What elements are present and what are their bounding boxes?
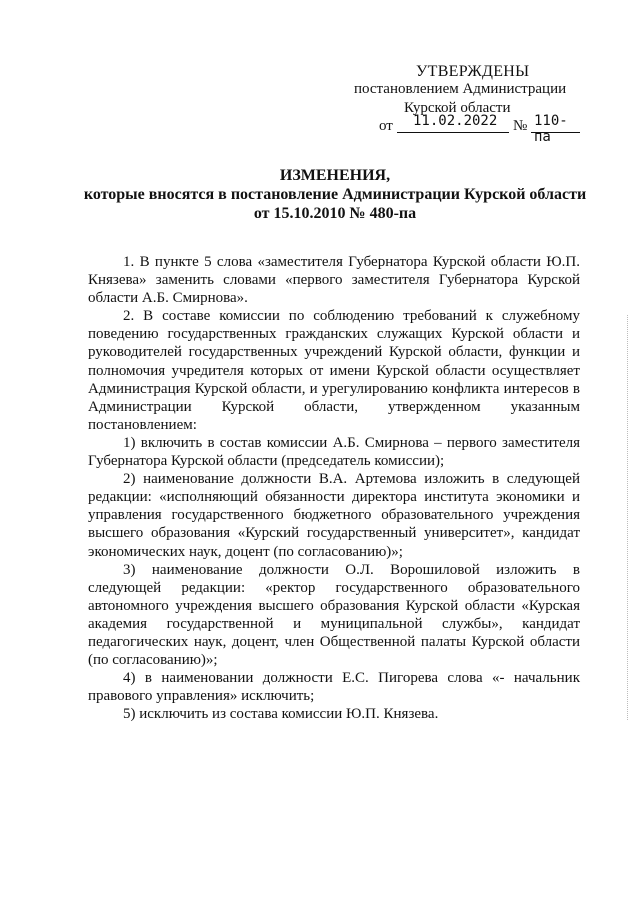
approval-from-label: от — [379, 118, 393, 134]
approval-title: УТВЕРЖДЕНЫ — [416, 63, 530, 80]
scan-margin-artifact — [627, 315, 630, 720]
paragraph-item-2: 2. В составе комиссии по соблюдению требований к служебному поведению государственных гражданских служащих Курской области и руководителей государственных учреждений Курской области, функции и полномочия учредителя которых от имени Курской области осуществляет Администрация Курской области, и урегулированию конфликта интересов в Администрации Курской области, утвержденном указанным постановлением: — [88, 308, 580, 433]
approval-stamp — [0, 0, 640, 145]
heading-title: ИЗМЕНЕНИЯ, — [279, 167, 391, 184]
approval-date-field — [397, 112, 509, 133]
subitem-5: 5) исключить из состава комиссии Ю.П. Князева. — [123, 706, 439, 723]
approval-number-field — [531, 112, 580, 145]
approval-region: Курской области — [404, 100, 511, 116]
heading-reference: от 15.10.2010 № 480-па — [253, 205, 417, 222]
paragraph-item-1: 1. В пункте 5 слова «заместителя Губернатора Курской области Ю.П. Князева» заменить словами «первого заместителя Губернатора Курской области А.Б. Смирнова». — [88, 254, 580, 307]
approval-date: 11.02.2022 — [413, 113, 498, 129]
subitem-4: 4) в наименовании должности Е.С. Пигорева слова «- начальник правового управления» исключить; — [88, 670, 580, 705]
subitem-2: 2) наименование должности В.А. Артемова изложить в следующей редакции: «исполняющий обязанности директора института экономики и управления государственного бюджетного образовательного учреждения высшего образования «Курский государственный университет», кандидат экономических наук, доцент (по согласованию)»; — [88, 471, 580, 560]
subitem-1: 1) включить в состав комиссии А.Б. Смирнова – первого заместителя Губернатора Курской области (председатель комиссии); — [88, 434, 580, 470]
document-body — [88, 253, 580, 723]
subitem-3: 3) наименование должности О.Л. Ворошиловой изложить в следующей редакции: «ректор государственного образовательного автономного учреждения высшего образования Курской области «Курская академия государственной и муниципальной службы», кандидат педагогических наук, доцент, член Общественной палаты Курской области (по согласованию)»; — [88, 561, 580, 669]
document-heading — [70, 166, 600, 223]
approval-number-label: № — [513, 118, 528, 134]
approval-number: 110-па — [534, 113, 568, 145]
heading-subtitle: которые вносятся в постановление Администрации Курской области — [83, 186, 587, 203]
approval-issuer: постановлением Администрации — [354, 81, 567, 97]
